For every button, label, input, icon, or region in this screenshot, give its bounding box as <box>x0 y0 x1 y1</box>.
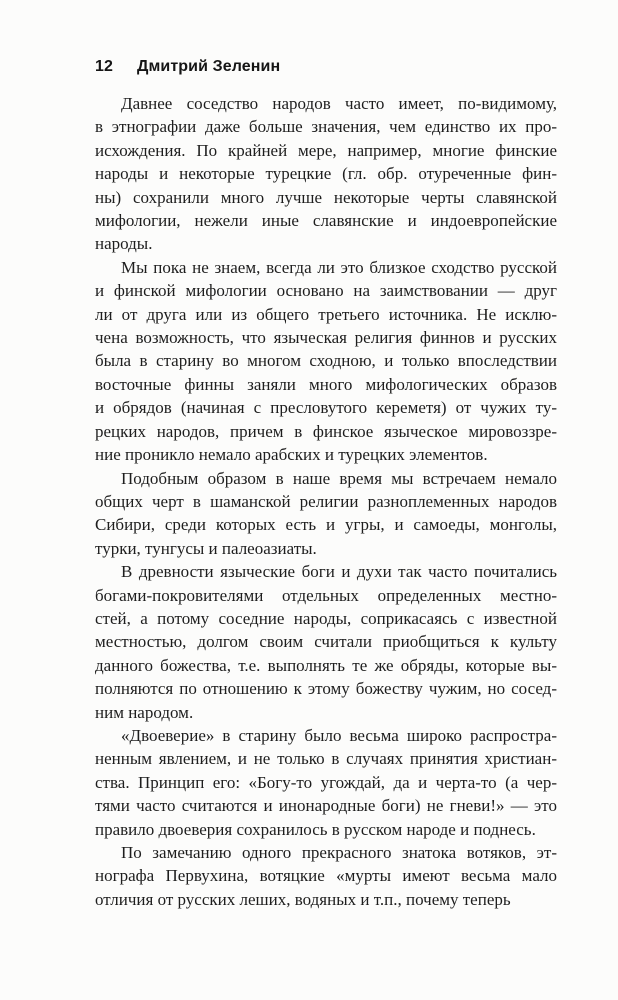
text-line: исхождения. По крайней мере, например, многие финские <box>95 140 557 160</box>
text-line: и финской мифологии основано на заимствовании — друг <box>95 281 557 301</box>
text-line: рецких народов, причем в финское языческое мировоззре- <box>95 421 557 441</box>
paragraph <box>95 560 557 724</box>
text-line: «Двоеверие» в старину было весьма широко распростра- <box>121 725 557 745</box>
paragraph <box>95 92 557 256</box>
running-head-author: Дмитрий Зеленин <box>137 58 281 75</box>
text-line: правило двоеверия сохранилось в русском народе и поднесь. <box>95 819 536 839</box>
paragraph <box>95 256 557 467</box>
text-line: местностью, долгом своим считали приобщиться к культу <box>95 632 557 652</box>
text-line: чена возможность, что языческая религия финнов и русских <box>95 328 557 348</box>
text-line: восточные финны заняли много мифологических образов <box>95 374 557 394</box>
text-line: Сибири, среди которых есть и угры, и самоеды, монголы, <box>95 515 557 535</box>
text-line: народы и некоторые турецкие (гл. обр. отуреченные фин- <box>95 164 557 184</box>
text-line: ства. Принцип его: «Богу-то угождай, да и черта-то (а чер- <box>95 772 557 792</box>
text-line: народы. <box>95 234 153 254</box>
text-line: тями часто считаются и инонародные боги) не гневи!» — это <box>95 796 557 816</box>
paragraph <box>95 467 557 561</box>
paragraph <box>95 841 557 911</box>
text-line: ны) сохранили много лучше некоторые черты славянской <box>95 187 557 207</box>
text-line: Подобным образом в наше время мы встречаем немало <box>121 468 557 488</box>
text-line: и обрядов (начиная с пресловутого кереметя) от чужих ту- <box>95 398 557 418</box>
text-line: полняются по отношению к этому божеству чужим, но сосед- <box>95 679 557 699</box>
text-line: богами-покровителями отдельных определенных местно- <box>95 585 557 605</box>
text-line: отличия от русских леших, водяных и т.п., почему теперь <box>95 889 511 909</box>
page-number: 12 <box>95 58 113 75</box>
text-line: ние проникло немало арабских и турецких элементов. <box>95 445 488 465</box>
text-line: ним народом. <box>95 702 194 722</box>
text-line: ненным явлением, и не только в случаях принятия христиан- <box>95 749 557 769</box>
text-line: общих черт в шаманской религии разноплеменных народов <box>95 491 557 511</box>
text-line: В древности языческие боги и духи так часто почитались <box>121 562 557 582</box>
text-line: Мы пока не знаем, всегда ли это близкое сходство русской <box>121 257 557 277</box>
text-line: была в старину во многом сходною, и только впоследствии <box>95 351 557 371</box>
text-line: мифологии, нежели иные славянские и индоевропейские <box>95 211 557 231</box>
text-line: стей, а потому соседние народы, соприкасаясь с известной <box>95 608 557 628</box>
text-line: турки, тунгусы и палеоазиаты. <box>95 538 317 558</box>
text-line: ли от друга или из общего третьего источника. Не исклю- <box>95 304 557 324</box>
text-line: данного божества, т.е. выполнять те же обряды, которые вы- <box>95 655 557 675</box>
text-line: нографа Первухина, вотяцкие «мурты имеют весьма мало <box>95 866 557 886</box>
text-line: в этнографии даже больше значения, чем единство их про- <box>95 117 557 137</box>
text-line: По замечанию одного прекрасного знатока вотяков, эт- <box>121 843 557 862</box>
running-header <box>95 57 557 77</box>
body-text <box>95 92 557 911</box>
paragraph <box>95 724 557 841</box>
text-line: Давнее соседство народов часто имеет, по-видимому, <box>121 94 557 113</box>
